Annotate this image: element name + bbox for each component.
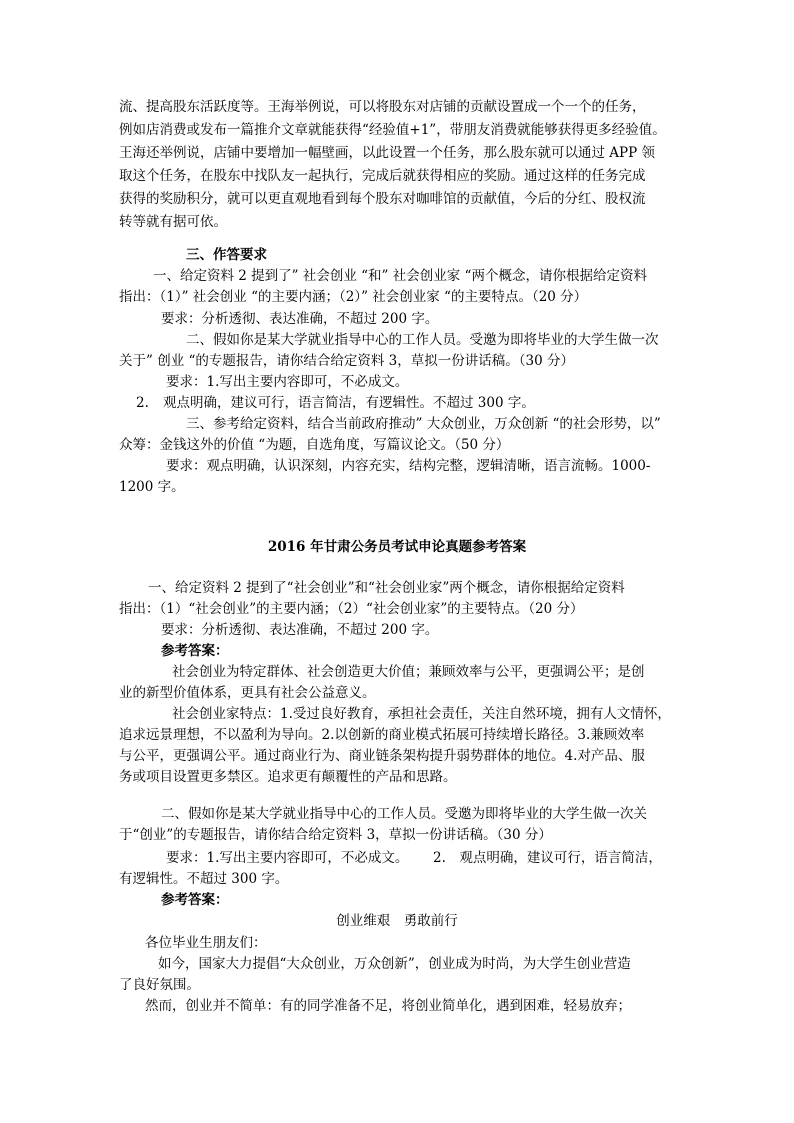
answer-question-2-line-2: 于“创业”的专题报告，请你结合给定资料 3，草拟一份讲话稿。（30 分） (119, 827, 552, 843)
answer-question-2-requirement-2: 2. 观点明确，建议可行，语言简洁， (433, 850, 662, 866)
speech-greeting: 各位毕业生朋友们： (145, 935, 267, 951)
answer-question-2-line-1: 二、假如你是某大学就业指导中心的工作人员。受邀为即将毕业的大学生做一次关 (161, 806, 647, 822)
question-2-line-1: 二、假如你是某大学就业指导中心的工作人员。受邀为即将毕业的大学生做一次 (186, 332, 659, 348)
paragraph-line: 转等就有据可依。 (119, 214, 227, 230)
question-1-line-2: 指出：（1）” 社会创业 “的主要内涵；（2）” 社会创业家 “的主要特点。（20 分） (119, 289, 588, 305)
answer-question-1-line-2: 指出：（1）“社会创业”的主要内涵；（2）“社会创业家”的主要特点。（20 分） (119, 601, 584, 617)
answer-1-paragraph-1-line-2: 业的新型价值体系，更具有社会公益意义。 (119, 685, 376, 701)
question-2-requirement-2-number: 2. (136, 395, 149, 411)
reference-answer-label: 参考答案： (161, 892, 229, 908)
question-3-requirement-line-2: 1200 字。 (119, 479, 185, 495)
section-heading: 三、作答要求 (186, 247, 267, 263)
paragraph-line: 获得的奖励积分，就可以更直观地看到每个股东对咖啡馆的贡献值，今后的分红、股权流 (119, 191, 646, 207)
answer-1-paragraph-2-line-2: 追求远景理想，不以盈利为导向。2.以创新的商业模式拓展可持续增长路径。3.兼顾效率 (119, 727, 645, 743)
answer-1-paragraph-2-line-3: 与公平，更强调公平。通过商业行为、商业链条架构提升弱势群体的地位。4.对产品、服 (119, 748, 645, 764)
question-2-line-2: 关于” 创业 “的专题报告，请你结合给定资料 3，草拟一份讲话稿。（30 分） (119, 353, 574, 369)
question-1-requirement: 要求：分析透彻、表达准确，不超过 200 字。 (161, 311, 439, 327)
paragraph-line: 王海还举例说，店铺中要增加一幅壁画，以此设置一个任务，那么股东就可以通过 APP 领 (119, 145, 655, 161)
speech-line: 如今，国家大力提倡“大众创业，万众创新”，创业成为时尚，为大学生创业营造 (158, 956, 631, 972)
speech-line: 然而，创业并不简单：有的同学准备不足，将创业简单化，遇到困难，轻易放弃； (145, 998, 631, 1014)
answer-1-paragraph-1-line-1: 社会创业为特定群体、社会创造更大价值；兼顾效率与公平，更强调公平；是创 (172, 664, 645, 680)
question-3-line-1: 三、参考给定资料，结合当前政府推动” 大众创业，万众创新 “的社会形势，以” (186, 416, 661, 432)
paragraph-line: 例如店消费或发布一篇推介文章就能获得“经验值+1”，带朋友消费就能够获得更多经验值。 (119, 122, 666, 138)
question-3-line-2: 众筹：金钱这外的价值 “为题，自选角度，写篇议论文。（50 分） (119, 437, 510, 453)
paragraph-line: 取这个任务，在股东中找队友一起执行，完成后就获得相应的奖励。通过这样的任务完成 (119, 168, 646, 184)
reference-answer-label: 参考答案： (161, 643, 229, 659)
answers-title: 2016 年甘肃公务员考试申论真题参考答案 (267, 539, 527, 555)
answer-1-paragraph-2-line-4: 务或项目设置更多禁区。追求更有颠覆性的产品和思路。 (119, 769, 457, 785)
speech-title: 创业维艰 勇敢前行 (336, 913, 458, 929)
question-1-line-1: 一、给定资料 2 提到了” 社会创业 “和” 社会创业家 “两个概念，请你根据给定资料 (153, 268, 647, 284)
question-3-requirement-line-1: 要求：观点明确，认识深刻，内容充实，结构完整，逻辑清晰，语言流畅。1000- (166, 458, 651, 474)
paragraph-line: 流、提高股东活跃度等。王海举例说，可以将股东对店铺的贡献设置成一个一个的任务， (119, 99, 646, 115)
answer-question-2-requirement-line-2: 有逻辑性。不超过 300 字。 (119, 871, 289, 887)
answer-1-paragraph-2-line-1: 社会创业家特点：1.受过良好教育，承担社会责任，关注自然环境，拥有人文情怀， (172, 706, 671, 722)
answer-question-1-requirement: 要求：分析透彻、表达准确，不超过 200 字。 (161, 622, 439, 638)
answer-question-1-line-1: 一、给定资料 2 提到了“社会创业”和“社会创业家”两个概念，请你根据给定资料 (148, 580, 625, 596)
answer-question-2-requirement-1: 要求：1.写出主要内容即可，不必成文。 (166, 850, 409, 866)
question-2-requirement-1: 要求：1.写出主要内容即可，不必成文。 (166, 374, 409, 390)
speech-line: 了良好氛围。 (119, 977, 200, 993)
question-2-requirement-2: 观点明确，建议可行，语言简洁，有逻辑性。不超过 300 字。 (163, 395, 535, 411)
